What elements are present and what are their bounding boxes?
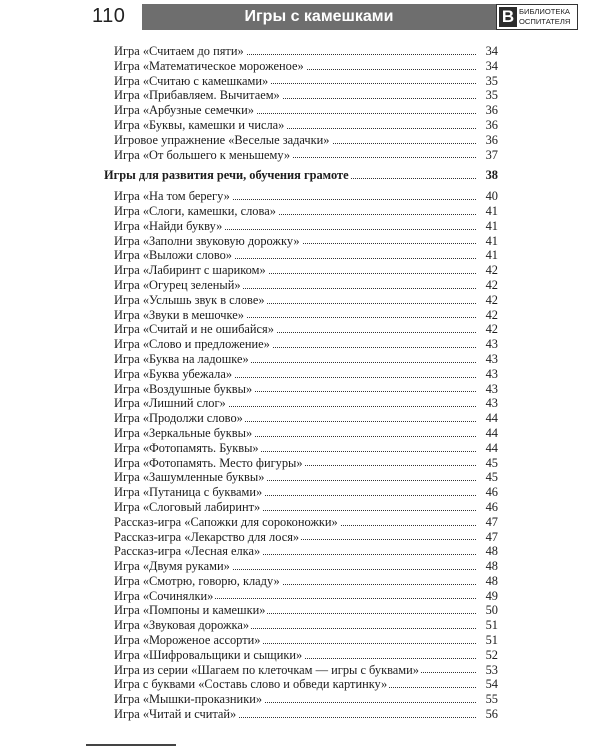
toc-entry-title: Игра «Путаница с буквами» xyxy=(114,485,263,500)
toc-entry-page: 55 xyxy=(485,692,498,707)
toc-entry-page: 48 xyxy=(485,544,498,559)
toc-entry-page: 44 xyxy=(485,411,498,426)
toc-entry-page: 36 xyxy=(485,103,498,118)
toc-entry-page: 38 xyxy=(485,168,498,183)
toc-entry-title: Игра «Буква на ладошке» xyxy=(114,351,249,366)
toc-entry-title: Игра «Считаю с камешками» xyxy=(114,73,269,88)
toc-entry xyxy=(114,133,498,148)
toc-entry xyxy=(114,396,498,411)
toc-entry-title: Игра «Огурец зеленый» xyxy=(114,277,241,292)
toc-entry-title: Игра «Лишний слог» xyxy=(114,396,226,411)
toc-entry-title: Игра «Считай и не ошибайся» xyxy=(114,322,274,337)
toc-entry xyxy=(114,44,498,59)
toc-entry-page: 43 xyxy=(485,366,498,381)
toc-entry xyxy=(114,500,498,515)
toc-entry xyxy=(114,382,498,397)
toc-entry xyxy=(114,618,498,633)
toc-entry xyxy=(114,234,498,249)
toc-entry xyxy=(114,367,498,382)
toc-entry xyxy=(114,707,498,722)
toc-entry-page: 42 xyxy=(485,263,498,278)
toc-entry-page: 42 xyxy=(485,292,498,307)
toc-entry xyxy=(114,204,498,219)
toc-entry xyxy=(114,559,498,574)
toc-entry-page: 35 xyxy=(485,73,498,88)
toc-entry xyxy=(114,59,498,74)
toc-entry-page: 36 xyxy=(485,132,498,147)
toc-entry-title: Рассказ-игра «Сапожки для сороконожки» xyxy=(114,514,338,529)
toc-entry-title: Игра «Звуковая дорожка» xyxy=(114,618,250,633)
toc-entry-page: 41 xyxy=(485,203,498,218)
toc-entry-title: Игра «На том берегу» xyxy=(114,189,230,204)
toc-entry-title: Игра «Арбузные семечки» xyxy=(114,103,254,118)
toc-entry xyxy=(114,278,498,293)
toc-entry-page: 47 xyxy=(485,529,498,544)
toc-entry xyxy=(114,470,498,485)
toc-entry-page: 37 xyxy=(485,147,498,162)
toc-entry-page: 40 xyxy=(485,189,498,204)
toc-entry-page: 41 xyxy=(485,233,498,248)
toc-entry-title: Игра «Шифровальщики и сыщики» xyxy=(114,647,303,662)
toc-entry-page: 50 xyxy=(485,603,498,618)
toc-entry-page: 56 xyxy=(485,707,498,722)
toc-entry-title: Игра «Фотопамять. Место фигуры» xyxy=(114,455,303,470)
toc-entry xyxy=(114,219,498,234)
toc-entry-title: Игра «Двумя руками» xyxy=(114,559,230,574)
toc-entry-title: Игра «Найди букву» xyxy=(114,218,223,233)
page-number: 110 xyxy=(92,5,126,27)
toc-entry-page: 48 xyxy=(485,559,498,574)
toc-entry xyxy=(114,322,498,337)
toc-entry-page: 49 xyxy=(485,588,498,603)
toc-entry-page: 45 xyxy=(485,470,498,485)
toc-entry xyxy=(114,692,498,707)
toc-entry-title: Игра «Лабиринт с шариком» xyxy=(114,263,266,278)
toc-entry xyxy=(114,263,498,278)
toc-entry-title: Игра «Помпоны и камешки» xyxy=(114,603,266,618)
toc-entry xyxy=(114,88,498,103)
toc-entry-page: 36 xyxy=(485,117,498,132)
table-of-contents xyxy=(104,44,498,722)
toc-entry-title: Игра «Сочинялки» xyxy=(114,588,214,603)
toc-entry-page: 45 xyxy=(485,455,498,470)
toc-entry xyxy=(114,103,498,118)
toc-entry-page: 41 xyxy=(485,218,498,233)
toc-entry-title: Игра «Математическое мороженое» xyxy=(114,58,304,73)
toc-entry-title: Игра «Услышь звук в слове» xyxy=(114,292,265,307)
logo-line1: БИБЛИОТЕКА xyxy=(519,7,570,16)
toc-entry xyxy=(114,530,498,545)
toc-entry xyxy=(114,426,498,441)
toc-entry-title: Игра «От большего к меньшему» xyxy=(114,147,291,162)
toc-section-heading xyxy=(104,168,498,183)
toc-entry-title: Игра «Слоговый лабиринт» xyxy=(114,499,261,514)
toc-entry-page: 35 xyxy=(485,88,498,103)
toc-entry xyxy=(114,337,498,352)
toc-entry xyxy=(114,352,498,367)
toc-entry-title: Игра из серии «Шагаем по клеточкам — игры с буквами» xyxy=(114,662,419,677)
toc-entry-title: Рассказ-игра «Лесная елка» xyxy=(114,544,261,559)
toc-entry-page: 44 xyxy=(485,425,498,440)
toc-entry xyxy=(114,118,498,133)
toc-entry-page: 34 xyxy=(485,44,498,58)
toc-entry-title: Игра «Мороженое ассорти» xyxy=(114,633,261,648)
toc-entry-page: 34 xyxy=(485,58,498,73)
toc-entry-page: 54 xyxy=(485,677,498,692)
toc-entry-page: 47 xyxy=(485,514,498,529)
toc-entry-title: Игра с буквами «Составь слово и обведи картинку» xyxy=(114,677,388,692)
logo-line2: ОСПИТАТЕЛЯ xyxy=(519,17,571,26)
toc-entry xyxy=(114,589,498,604)
toc-entry-title: Игра «Считаем до пяти» xyxy=(114,44,244,58)
toc-entry-title: Игра «Прибавляем. Вычитаем» xyxy=(114,88,280,103)
logo-letter: В xyxy=(499,7,517,27)
toc-entry xyxy=(114,456,498,471)
toc-entry-page: 52 xyxy=(485,647,498,662)
toc-entry xyxy=(114,293,498,308)
toc-entry-page: 51 xyxy=(485,618,498,633)
toc-entry-title: Игра «Заполни звуковую дорожку» xyxy=(114,233,300,248)
toc-entry-title: Игра «Буквы, камешки и числа» xyxy=(114,117,285,132)
toc-entry xyxy=(114,485,498,500)
toc-entry-title: Игра «Мышки-проказники» xyxy=(114,692,263,707)
toc-entry-page: 46 xyxy=(485,499,498,514)
toc-entry xyxy=(114,441,498,456)
toc-entry xyxy=(114,148,498,163)
toc-entry xyxy=(114,515,498,530)
toc-entry xyxy=(114,677,498,692)
toc-entry-title: Игра «Продолжи слово» xyxy=(114,411,243,426)
toc-entry-page: 51 xyxy=(485,633,498,648)
toc-entry-page: 44 xyxy=(485,440,498,455)
toc-entry-page: 46 xyxy=(485,485,498,500)
toc-entry xyxy=(114,411,498,426)
toc-entry-title: Рассказ-игра «Лекарство для лося» xyxy=(114,529,300,544)
toc-entry-page: 42 xyxy=(485,277,498,292)
toc-entry xyxy=(114,648,498,663)
toc-entry xyxy=(114,544,498,559)
toc-entry xyxy=(114,574,498,589)
toc-entry-title: Игра «Буква убежала» xyxy=(114,366,233,381)
toc-entry-title: Игра «Зашумленные буквы» xyxy=(114,470,265,485)
toc-entry-page: 42 xyxy=(485,307,498,322)
toc-entry-title: Игра «Смотрю, говорю, кладу» xyxy=(114,573,280,588)
toc-entry xyxy=(114,248,498,263)
footer-rule xyxy=(86,744,176,746)
toc-entry-title: Игра «Воздушные буквы» xyxy=(114,381,253,396)
toc-entry-title: Игра «Слово и предложение» xyxy=(114,337,270,352)
toc-entry-page: 43 xyxy=(485,351,498,366)
toc-entry xyxy=(114,663,498,678)
toc-entry xyxy=(114,633,498,648)
page-header xyxy=(82,4,578,30)
section-title-bar: Игры с камешками xyxy=(142,4,496,30)
toc-entry-title: Игры для развития речи, обучения грамоте xyxy=(104,168,349,183)
toc-entry-page: 53 xyxy=(485,662,498,677)
toc-entry-title: Игра «Фотопамять. Буквы» xyxy=(114,440,259,455)
toc-entry-title: Игра «Звуки в мешочке» xyxy=(114,307,244,322)
toc-entry-title: Игра «Слоги, камешки, слова» xyxy=(114,203,276,218)
toc-entry-page: 42 xyxy=(485,322,498,337)
toc-entry xyxy=(114,74,498,89)
toc-entry-title: Игра «Выложи слово» xyxy=(114,248,233,263)
toc-entry-title: Игровое упражнение «Веселые задачки» xyxy=(114,132,330,147)
toc-entry-title: Игра «Читай и считай» xyxy=(114,707,237,722)
toc-entry-page: 43 xyxy=(485,381,498,396)
toc-entry xyxy=(114,603,498,618)
toc-entry xyxy=(114,189,498,204)
toc-entry-page: 43 xyxy=(485,396,498,411)
toc-entry-page: 43 xyxy=(485,337,498,352)
series-logo xyxy=(496,4,578,30)
toc-entry-page: 48 xyxy=(485,573,498,588)
toc-entry-page: 41 xyxy=(485,248,498,263)
toc-entry xyxy=(114,308,498,323)
toc-entry-title: Игра «Зеркальные буквы» xyxy=(114,425,253,440)
